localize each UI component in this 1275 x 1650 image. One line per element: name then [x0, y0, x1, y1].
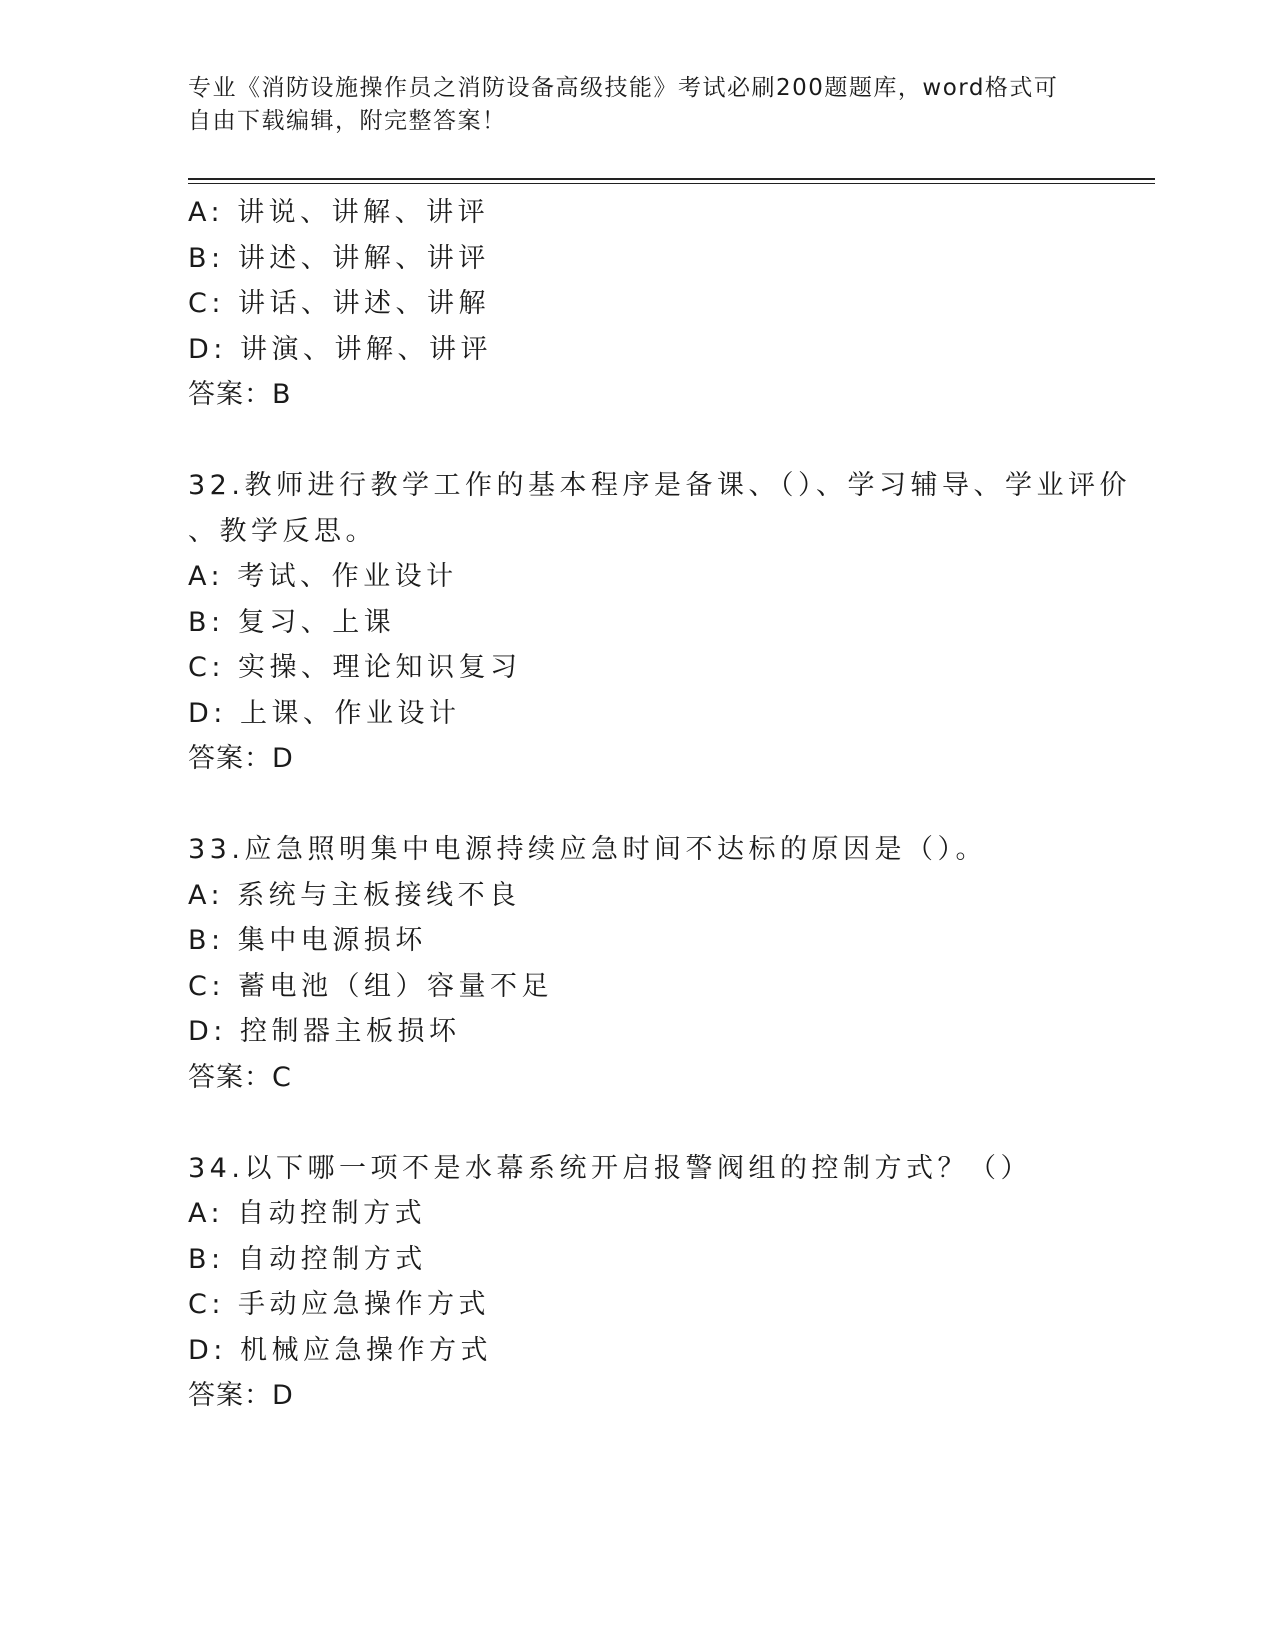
option-text: 蓄电池（组）容量不足 [238, 970, 554, 1002]
option-label: D: [188, 697, 227, 729]
option-a [188, 554, 1088, 600]
option-text: 机械应急操作方式 [239, 1334, 492, 1366]
option-text: 系统与主板接线不良 [237, 879, 521, 911]
option-text: 上课、作业设计 [239, 697, 461, 729]
option-label: C: [188, 970, 225, 1002]
question-31 [188, 190, 1088, 418]
header-line-2: 自由下载编辑，附完整答案！ [188, 108, 507, 134]
option-text: 讲述、讲解、讲评 [237, 242, 490, 274]
option-text: 讲说、讲解、讲评 [237, 197, 490, 228]
option-b [188, 600, 1088, 646]
spacer [188, 418, 1088, 464]
question-34 [188, 1146, 1088, 1419]
option-a [188, 873, 1088, 919]
spacer [188, 782, 1088, 828]
option-d [188, 1328, 1088, 1374]
option-a [188, 1191, 1088, 1237]
option-label: C: [188, 288, 225, 319]
option-label: A: [188, 561, 225, 592]
header-divider-thick [188, 178, 1155, 180]
header-line-1: 专业《消防设施操作员之消防设备高级技能》考试必刷200题题库，word格式可 [188, 75, 1059, 101]
option-d [188, 1009, 1088, 1055]
answer-line: 答案：D [188, 1380, 294, 1411]
option-label: B: [188, 1243, 225, 1275]
option-label: C: [188, 1289, 225, 1320]
option-label: D: [188, 1016, 227, 1047]
answer-line: 答案：B [188, 379, 292, 410]
document-header [188, 72, 1088, 138]
option-b [188, 236, 1088, 282]
option-b [188, 918, 1088, 964]
option-label: D: [188, 333, 227, 365]
option-c [188, 1282, 1088, 1328]
option-c [188, 645, 1088, 691]
option-d [188, 327, 1088, 373]
option-text: 复习、上课 [237, 606, 396, 638]
question-stem: 32.教师进行教学工作的基本程序是备课、（）、学习辅导、学业评价 [188, 470, 1131, 501]
option-label: B: [188, 606, 225, 638]
option-b [188, 1237, 1088, 1283]
option-text: 自动控制方式 [237, 1198, 427, 1229]
option-text: 集中电源损坏 [237, 925, 427, 956]
question-32 [188, 463, 1131, 782]
option-d [188, 691, 1088, 737]
option-text: 考试、作业设计 [237, 561, 458, 592]
answer-line: 答案：D [188, 743, 294, 774]
option-a [188, 190, 1088, 236]
question-33 [188, 827, 1088, 1100]
option-text: 控制器主板损坏 [239, 1016, 461, 1047]
question-list [188, 190, 1131, 1419]
option-label: D: [188, 1334, 227, 1366]
option-label: C: [188, 652, 225, 683]
option-c [188, 281, 1088, 327]
question-stem: 34.以下哪一项不是水幕系统开启报警阀组的控制方式？（） [188, 1152, 1032, 1184]
question-stem-continued: 、教学反思。 [188, 515, 377, 547]
spacer [188, 1100, 1088, 1146]
option-text: 讲演、讲解、讲评 [239, 333, 492, 365]
question-stem: 33.应急照明集中电源持续应急时间不达标的原因是（）。 [188, 834, 987, 865]
option-label: B: [188, 242, 225, 274]
answer-line: 答案：C [188, 1061, 292, 1093]
option-c [188, 964, 1088, 1010]
option-text: 自动控制方式 [237, 1243, 427, 1275]
option-label: A: [188, 1198, 225, 1229]
option-label: A: [188, 879, 225, 911]
option-text: 手动应急操作方式 [238, 1289, 491, 1320]
header-divider-thin [188, 183, 1155, 184]
option-text: 实操、理论知识复习 [238, 652, 522, 683]
option-text: 讲话、讲述、讲解 [238, 288, 491, 319]
option-label: B: [188, 925, 225, 956]
option-label: A: [188, 197, 225, 228]
